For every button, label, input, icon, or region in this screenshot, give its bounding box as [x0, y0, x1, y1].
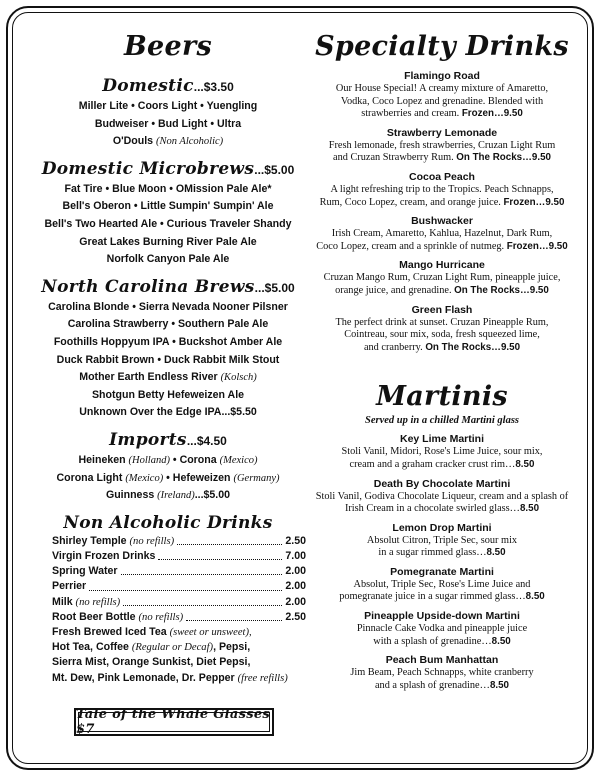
drink-description: Cruzan Mango Rum, Cruzan Light Rum, pineapple juice, [323, 272, 561, 284]
drink-name: Pomegranate Martini [390, 565, 494, 578]
drink-description: Absolut, Triple Sec, Rose's Lime Juice and [353, 578, 531, 590]
martinis-subtitle: Served up in a chilled Martini glass [364, 415, 520, 427]
drink-name: Key Lime Martini [399, 433, 485, 446]
drink-description: Pinnacle Cake Vodka and pineapple juice [356, 623, 528, 635]
drink-name: Strawberry Lemonade [386, 126, 498, 139]
price-row: Perrier 2.00 [52, 580, 306, 593]
drink-price: 8.50 [525, 591, 545, 603]
tale-of-the-whale-box [74, 708, 274, 736]
beer-line: Budweiser • Bud Light • Ultra [94, 117, 242, 130]
drink-name: Green Flash [411, 303, 473, 316]
drink-description: pomegranate juice in a sugar rimmed glass…8.50 [339, 591, 545, 603]
beer-line: Duck Rabbit Brown • Duck Rabbit Milk Stout [56, 353, 280, 366]
imports-heading: Imports...$4.50 [109, 429, 227, 450]
beer-line: O'Douls (Non Alcoholic) [112, 135, 224, 148]
drink-price: 8.50 [489, 679, 510, 691]
drink-price: On The Rocks…9.50 [456, 152, 551, 164]
martinis-title: Martinis [376, 381, 508, 413]
drink-name: Peach Bum Manhattan [385, 654, 499, 667]
tale-of-the-whale-text: Tale of the Whale Glasses $7 [76, 707, 271, 737]
nc-brews-heading: North Carolina Brews...$5.00 [41, 276, 295, 297]
price-row: Spring Water 2.00 [52, 565, 306, 578]
non-alcoholic-list [22, 534, 314, 686]
price-row: Virgin Frozen Drinks 7.00 [52, 549, 306, 562]
price-row: Milk (no refills) 2.00 [52, 595, 306, 608]
drink-name: Bushwacker [411, 215, 473, 228]
beer-line: Bell's Two Hearted Ale • Curious Traveler Shandy [44, 217, 292, 230]
drink-name: Lemon Drop Martini [392, 521, 492, 534]
drink-price: On The Rocks…9.50 [425, 341, 521, 353]
non-alcoholic-heading: Non Alcoholic Drinks [63, 512, 273, 533]
domestic-heading: Domestic...$3.50 [102, 76, 234, 96]
beers-title: Beers [123, 31, 213, 62]
beer-line: Carolina Strawberry • Southern Pale Ale [67, 318, 269, 331]
soda-line: Sierra Mist, Orange Sunkist, Diet Pepsi, [52, 656, 251, 669]
drink-description: Irish Cream in a chocolate swirled glass…8.50 [344, 503, 540, 515]
drink-price: On The Rocks…9.50 [454, 284, 549, 296]
drink-description: Coco Lopez, cream and a sprinkle of nutmeg. Frozen…9.50 [316, 240, 568, 252]
drink-description: Fresh lemonade, fresh strawberries, Cruzan Light Rum [328, 139, 556, 151]
drink-description: Absolut Citron, Triple Sec, sour mix [366, 534, 518, 546]
drink-price: 8.50 [519, 503, 540, 515]
drink-name: Death By Chocolate Martini [373, 477, 511, 490]
drink-description: Jim Beam, Peach Schnapps, white cranberry [350, 667, 534, 679]
beer-line: Corona Light (Mexico) • Hefeweizen (Germany) [56, 471, 280, 484]
tea-line: Fresh Brewed Iced Tea (sweet or unsweet), [52, 625, 252, 638]
drink-description: Stoli Vanil, Midori, Rose's Lime Juice, sour mix, [341, 446, 543, 458]
drink-description: in a sugar rimmed glass…8.50 [378, 547, 506, 559]
drink-description: cream and a graham cracker crust rim…8.50 [349, 458, 535, 470]
drinks-column [308, 30, 576, 692]
drink-description: Rum, Coco Lopez, cream, and orange juice. Frozen…9.50 [319, 196, 565, 208]
drink-description: with a splash of grenadine…8.50 [373, 635, 511, 647]
drink-price: 8.50 [491, 635, 511, 647]
drink-price: Frozen…9.50 [506, 240, 568, 252]
beer-line: Miller Lite • Coors Light • Yuengling [78, 100, 258, 112]
martini-item [308, 653, 576, 692]
drink-description: A light refreshing trip to the Tropics. Peach Schnapps, [330, 183, 554, 195]
drink-description: strawberries and cream. Frozen…9.50 [361, 108, 523, 120]
specialty-drink [308, 258, 576, 297]
microbrews-heading: Domestic Microbrews...$5.00 [41, 158, 295, 179]
beer-line: Shotgun Betty Hefeweizen Ale [91, 388, 245, 401]
drink-name: Mango Hurricane [399, 259, 485, 272]
drink-name: Flamingo Road [404, 70, 480, 82]
martini-item [308, 521, 576, 560]
drink-description: Vodka, Coco Lopez and grenadine. Blended with [340, 95, 544, 107]
drink-description: and a splash of grenadine…8.50 [374, 679, 510, 691]
beer-line: Norfolk Canyon Pale Ale [106, 253, 230, 266]
drink-description: orange juice, and grenadine. On The Rocks…9.50 [335, 284, 549, 296]
drink-description: and Cruzan Strawberry Rum. On The Rocks…9.50 [333, 152, 551, 164]
price-row: Shirley Temple (no refills) 2.50 [52, 534, 306, 547]
coffee-line: Hot Tea, Coffee (Regular or Decaf), Pepsi, [52, 641, 251, 654]
drink-description: The perfect drink at sunset. Cruzan Pineapple Rum, [335, 316, 549, 328]
drink-name: Pineapple Upside-down Martini [364, 610, 520, 623]
beer-line: Fat Tire • Blue Moon • OMission Pale Ale* [64, 182, 272, 195]
drink-name: Cocoa Peach [409, 170, 475, 183]
drink-description: Cointreau, sour mix, soda, fresh squeezed lime, [344, 329, 540, 341]
specialty-drinks-title: Specialty Drinks [315, 31, 569, 62]
beer-line: Heineken (Holland) • Corona (Mexico) [78, 453, 258, 466]
drink-price: Frozen…9.50 [503, 196, 565, 208]
beer-line: Unknown Over the Edge IPA...$5.50 [79, 406, 257, 419]
drink-description: Irish Cream, Amaretto, Kahlua, Hazelnut, Dark Rum, [331, 228, 553, 240]
specialty-drink [308, 69, 576, 121]
martini-item [308, 477, 576, 516]
martini-item [308, 565, 576, 604]
beer-line: Great Lakes Burning River Pale Ale [79, 235, 257, 248]
drink-description: Stoli Vanil, Godiva Chocolate Liqueur, cream and a splash of [315, 490, 569, 502]
beer-line: Foothills Hoppyum IPA • Buckshot Amber Ale [53, 335, 283, 348]
beer-line: Guinness (Ireland)...$5.00 [105, 489, 231, 502]
drink-description: and cranberry. On The Rocks…9.50 [363, 341, 521, 353]
specialty-drink [308, 126, 576, 165]
beer-line: Bell's Oberon • Little Sumpin' Sumpin' Ale [62, 200, 274, 213]
drink-price: 8.50 [486, 547, 506, 559]
drink-description: Our House Special! A creamy mixture of Amaretto, [335, 83, 549, 94]
price-row: Root Beer Bottle (no refills) 2.50 [52, 610, 306, 623]
drink-price: Frozen…9.50 [461, 108, 523, 120]
specialty-drink-list [308, 69, 576, 354]
martini-list [308, 432, 576, 692]
beer-line: Carolina Blonde • Sierra Nevada Nooner Pilsner [48, 300, 288, 313]
soda-line: Mt. Dew, Pink Lemonade, Dr. Pepper (free refills) [52, 671, 288, 684]
beers-column [22, 30, 314, 686]
specialty-drink [308, 214, 576, 253]
martini-item [308, 609, 576, 648]
specialty-drink [308, 170, 576, 209]
specialty-drink [308, 303, 576, 355]
beer-line: Mother Earth Endless River (Kolsch) [79, 371, 257, 384]
drink-price: 8.50 [515, 458, 535, 470]
martini-item [308, 432, 576, 471]
